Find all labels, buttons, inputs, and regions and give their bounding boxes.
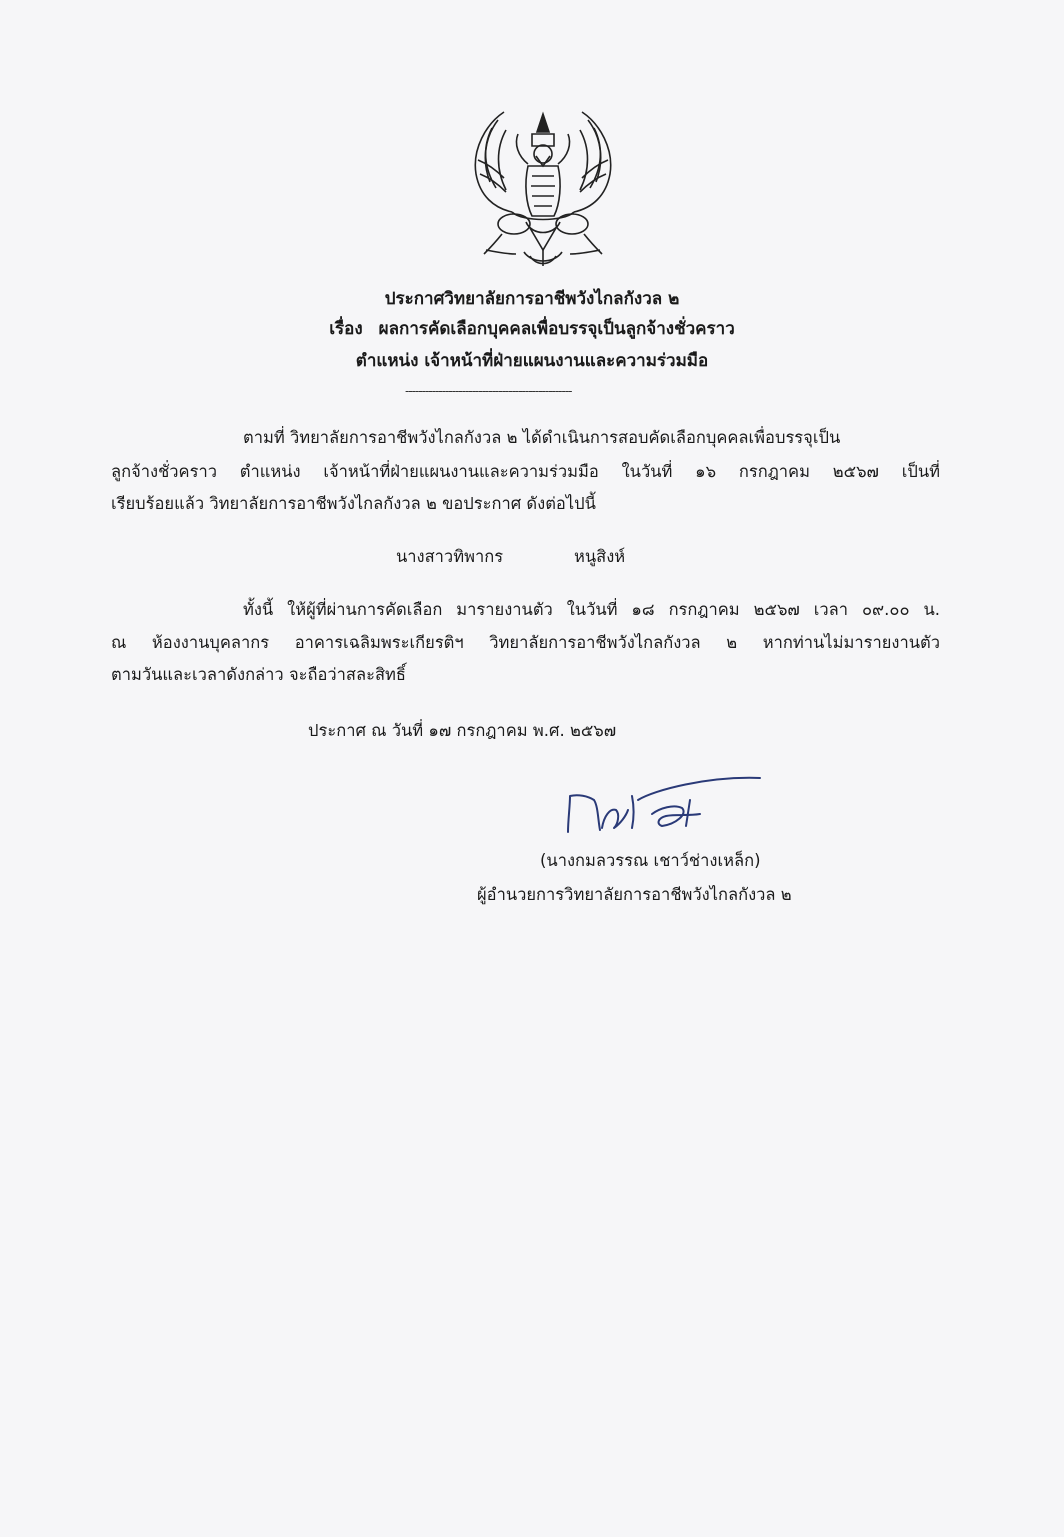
para2-line2: ณ ห้องงานบุคลากร อาคารเฉลิมพระเกียรติฯ วิทยาลัยการอาชีพวังไกลกังวล ๒ หากท่านไม่มารายงานตัว (111, 633, 940, 652)
announce-date: ประกาศ ณ วันที่ ๑๗ กรกฎาคม พ.ศ. ๒๕๖๗ (308, 721, 617, 740)
position-line: ตำแหน่ง เจ้าหน้าที่ฝ่ายแผนงานและความร่วมมือ (355, 351, 709, 371)
para2-line1: ทั้งนี้ ให้ผู้ที่ผ่านการคัดเลือก มารายงานตัว ในวันที่ ๑๘ กรกฎาคม ๒๕๖๗ เวลา ๐๙.๐๐ น. (243, 600, 940, 619)
subject-text: ผลการคัดเลือกบุคคลเพื่อบรรจุเป็นลูกจ้างชั่วคราว (378, 319, 735, 339)
document-title: ประกาศวิทยาลัยการอาชีพวังไกลกังวล ๒ (384, 289, 680, 309)
signatory-title: ผู้อำนวยการวิทยาลัยการอาชีพวังไกลกังวล ๒ (477, 885, 792, 904)
subject-label: เรื่อง (329, 319, 363, 339)
subject-line (0, 318, 1064, 340)
divider-line: -------------------------------------------------- (405, 384, 572, 398)
para1-line1: ตามที่ วิทยาลัยการอาชีพวังไกลกังวล ๒ ได้ดำเนินการสอบคัดเลือกบุคคลเพื่อบรรจุเป็น (243, 428, 841, 447)
candidate-first-name: นางสาวทิพากร (396, 547, 504, 566)
candidate-last-name: หนูสิงห์ (574, 547, 626, 566)
signatory-name: (นางกมลวรรณ เชาว์ช่างเหล็ก) (540, 851, 761, 870)
para1-line2: ลูกจ้างชั่วคราว ตำแหน่ง เจ้าหน้าที่ฝ่ายแผนงานและความร่วมมือ ในวันที่ ๑๖ กรกฎาคม ๒๕๖๗ เป็นที่ (111, 462, 940, 481)
para1-line3: เรียบร้อยแล้ว วิทยาลัยการอาชีพวังไกลกังวล ๒ ขอประกาศ ดังต่อไปนี้ (111, 494, 596, 513)
handwritten-signature (558, 770, 768, 840)
para2-line3: ตามวันและเวลาดังกล่าว จะถือว่าสละสิทธิ์ (111, 665, 406, 684)
garuda-emblem-icon (466, 104, 620, 270)
